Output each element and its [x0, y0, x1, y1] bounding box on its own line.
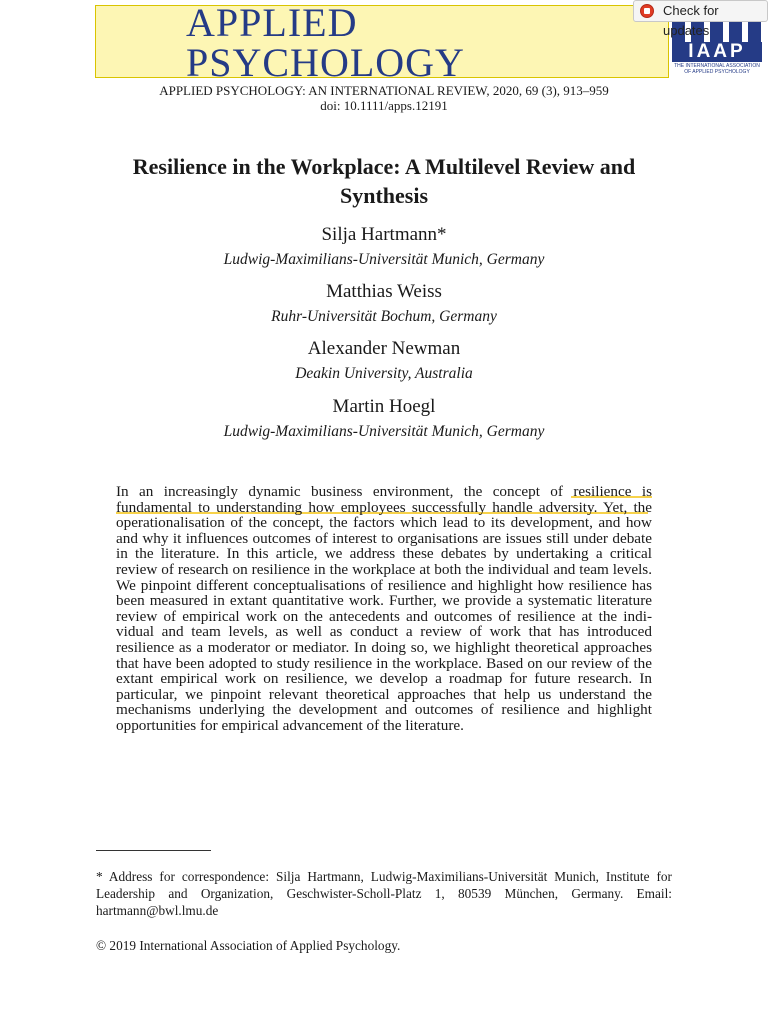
author-affiliation: Ludwig-Maximilians-Universität Munich, Germany [223, 423, 545, 440]
citation-line: APPLIED PSYCHOLOGY: AN INTERNATIONAL REVIEW, 2020, 69 (3), 913–959 [159, 83, 609, 98]
author-name: Silja Hartmann* [321, 224, 447, 245]
author-name: Martin Hoegl [332, 396, 436, 417]
check-for-updates-label: Check for updates [663, 3, 719, 38]
copyright-notice: © 2019 International Association of Applied Psychology. [96, 938, 401, 953]
footnote-rule [96, 850, 211, 851]
logo-subtitle: THE INTERNATIONAL ASSOCIATION OF APPLIED PSYCHOLOGY [674, 63, 760, 75]
author-name: Alexander Newman [307, 338, 461, 359]
check-for-updates-button[interactable] [633, 0, 768, 38]
doi-line: doi: 10.1111/apps.12191 [320, 98, 448, 113]
journal-title [186, 0, 465, 85]
author-name: Matthias Weiss [326, 281, 442, 302]
author-affiliation: Ludwig-Maximilians-Universität Munich, Germany [223, 251, 545, 268]
correspondence-footnote: * Address for correspondence: Silja Hartmann, Ludwig-Maximilians-Universität Munich, Institute for Leadership and Organization, Geschwister-Scholl-Platz 1, 80539 München, Germany. Email: hartmann@bwl.lmu.de [96, 869, 672, 918]
abstract: In an increasingly dynamic business environment, the concept of resilience is fundamental to understanding how employees successfully handle adversity. Yet, the operationalisation of the concept, the factors which lead to its development, and how and why it influences outcomes of interest to organisations are issues still under debate in the literature. In this article, we address these debates by undertaking a critical review of research on resilience in the workplace at both the individual and team levels. We pinpoint different conceptualisations of resilience and highlight how resilience has been measured in extant quantitative work. Further, we provide a systematic literature review of empirical work on the antecedents and outcomes of resilience at the individual and team levels, as well as conduct a review of work that has introduced resilience as a moderator or mediator. In doing so, we highlight theoretical approaches that have been adopted to study resilience in the workplace. Based on our review of the extant empirical work on resilience, we develop a roadmap for future research. In particular, we pinpoint relevant theoretical approaches that help us understand the mechanisms underlying the development and outcomes of resilience and highlight opportunities for empirical advancement of the literature. [116, 483, 652, 734]
journal-title-line2: PSYCHOLOGY [186, 40, 465, 85]
author-affiliation: Deakin University, Australia [295, 365, 473, 382]
journal-title-line1: APPLIED [186, 0, 358, 45]
paper-title: Resilience in the Workplace: A Multilevel Review and Synthesis [132, 154, 636, 208]
author-affiliation: Ruhr-Universität Bochum, Germany [271, 308, 497, 325]
logo-text: IAAP [672, 42, 762, 62]
crossmark-icon [640, 4, 654, 18]
